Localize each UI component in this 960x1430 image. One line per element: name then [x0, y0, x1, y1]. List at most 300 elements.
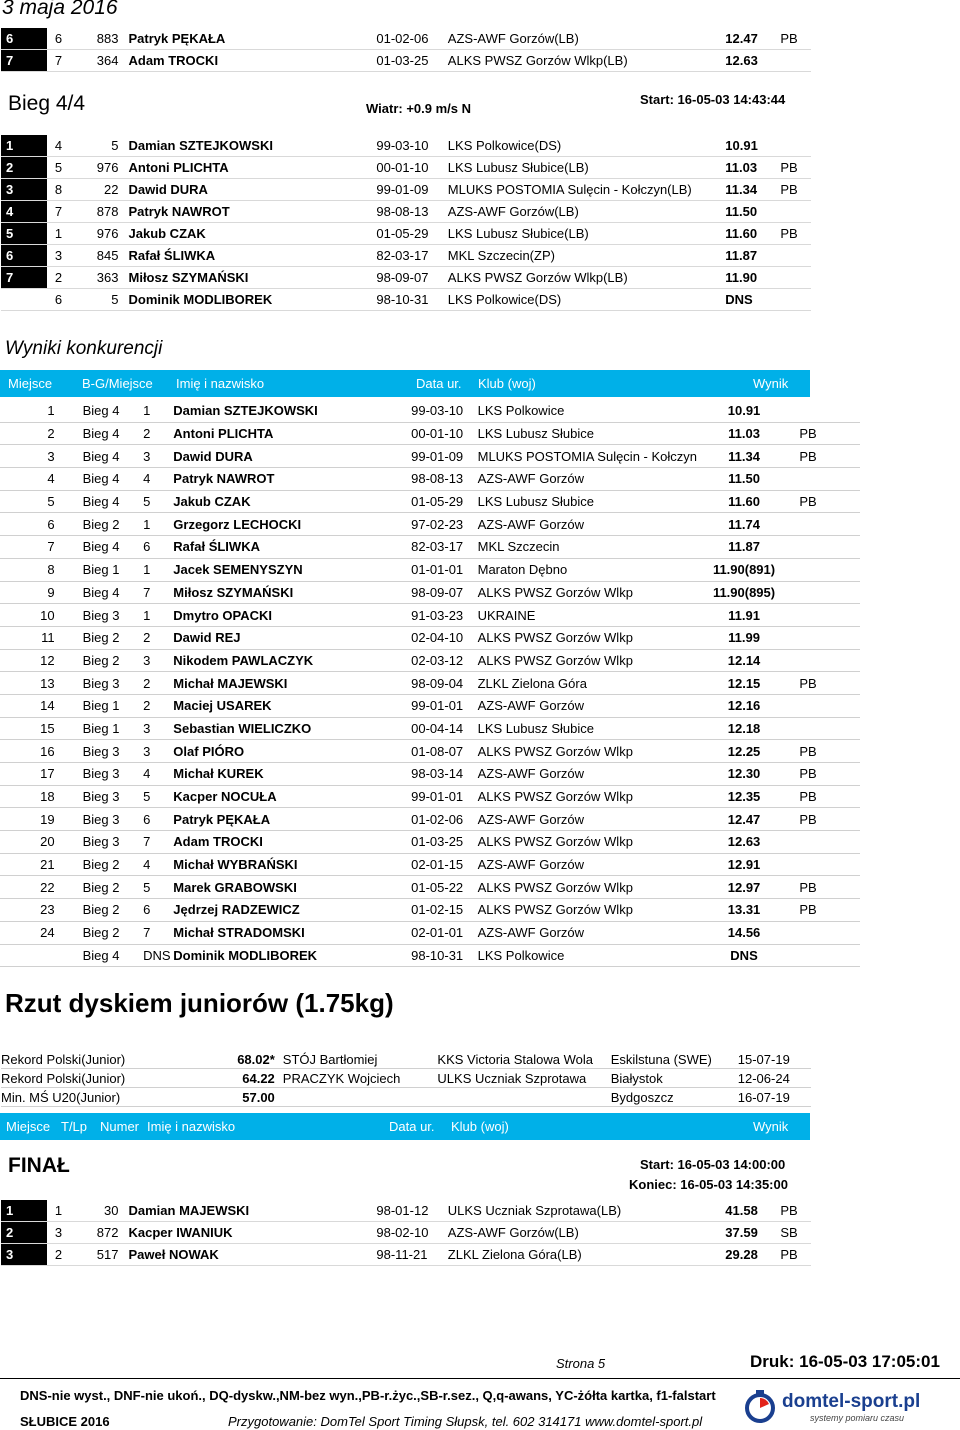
cell-name: Patryk PĘKAŁA	[129, 28, 377, 50]
cell-place: 1	[1, 135, 47, 157]
header-miejsce: Miejsce	[6, 1119, 51, 1134]
cell-club: ALKS PWSZ Gorzów Wlkp	[478, 876, 699, 899]
cell-rec	[789, 581, 860, 604]
header-born: Data ur.	[416, 376, 462, 391]
cell-bp: 2	[143, 694, 173, 717]
cell-born: 01-05-22	[411, 876, 478, 899]
cell-result: 12.91	[699, 853, 790, 876]
cell-name: Dawid DURA	[129, 179, 377, 201]
cell-result: 37.59	[725, 1222, 780, 1244]
record-date: 16-07-19	[738, 1088, 811, 1107]
cell-bieg: Bieg 1	[83, 694, 143, 717]
cell-rec: PB	[789, 763, 860, 786]
cell-result: 11.99	[699, 626, 790, 649]
cell-rec: PB	[780, 179, 811, 201]
discus-header-bar	[0, 1113, 810, 1140]
cell-bieg: Bieg 4	[83, 490, 143, 513]
cell-name: Olaf PIÓRO	[173, 740, 411, 763]
cell-lane: 7	[47, 201, 84, 223]
cell-bieg: Bieg 2	[83, 899, 143, 922]
cell-result: 11.03	[725, 157, 780, 179]
table-row	[0, 899, 860, 922]
cell-born: 98-08-13	[411, 468, 478, 491]
cell-bp: 5	[143, 490, 173, 513]
cell-place: 6	[1, 245, 47, 267]
cell-club: AZS-AWF Gorzów(LB)	[448, 28, 725, 50]
cell-bieg: Bieg 3	[83, 808, 143, 831]
record-value: 57.00	[223, 1088, 282, 1107]
cell-rec	[789, 649, 860, 672]
cell-rec	[780, 50, 811, 72]
cell-place: 3	[1, 1244, 47, 1266]
cell-bieg: Bieg 4	[83, 944, 143, 967]
table-row	[1, 223, 811, 245]
cell-bieg: Bieg 1	[83, 558, 143, 581]
cell-bieg: Bieg 2	[83, 853, 143, 876]
cell-bieg: Bieg 4	[83, 445, 143, 468]
cell-bib: 5	[84, 289, 129, 311]
table-row	[0, 468, 860, 491]
cell-club: LKS Polkowice	[478, 944, 699, 967]
header-born: Data ur.	[389, 1119, 435, 1134]
cell-rec	[789, 468, 860, 491]
cell-name: Michał WYBRAŃSKI	[173, 853, 411, 876]
cell-bieg: Bieg 4	[83, 422, 143, 445]
cell-club: ALKS PWSZ Gorzów Wlkp(LB)	[448, 50, 725, 72]
cell-name: Patryk NAWROT	[173, 468, 411, 491]
cell-place: 4	[1, 201, 47, 223]
table-row	[0, 740, 860, 763]
cell-result: 11.90(895)	[699, 581, 790, 604]
cell-born: 98-03-14	[411, 763, 478, 786]
cell-born: 91-03-23	[411, 604, 478, 627]
record-place: Białystok	[611, 1069, 738, 1088]
cell-rec: PB	[789, 740, 860, 763]
cell-m: 15	[0, 717, 83, 740]
cell-born: 98-09-07	[411, 581, 478, 604]
cell-born: 98-10-31	[376, 289, 447, 311]
cell-born: 00-01-10	[411, 422, 478, 445]
table-row	[1, 1222, 811, 1244]
cell-club: AZS-AWF Gorzów	[478, 853, 699, 876]
cell-bieg: Bieg 4	[83, 536, 143, 559]
record-club: KKS Victoria Stalowa Wola	[437, 1050, 610, 1069]
cell-result: 29.28	[725, 1244, 780, 1266]
cell-club: MLUKS POSTOMIA Sulęcin - Kołczyn(LB)	[448, 179, 725, 201]
cell-born: 82-03-17	[376, 245, 447, 267]
table-row	[0, 558, 860, 581]
cell-place: 7	[1, 267, 47, 289]
cell-club: LKS Lubusz Słubice	[478, 490, 699, 513]
cell-result: 11.91	[699, 604, 790, 627]
cell-bieg: Bieg 2	[83, 876, 143, 899]
table-row	[0, 876, 860, 899]
record-club	[437, 1088, 610, 1107]
cell-lane: 6	[47, 28, 84, 50]
cell-bieg: Bieg 3	[83, 672, 143, 695]
cell-rec	[789, 558, 860, 581]
cell-m: 24	[0, 921, 83, 944]
cell-name: Sebastian WIELICZKO	[173, 717, 411, 740]
cell-rec	[780, 201, 811, 223]
cell-lane: 2	[47, 1244, 84, 1266]
cell-name: Damian SZTEJKOWSKI	[129, 135, 377, 157]
cell-born: 01-01-01	[411, 558, 478, 581]
final-table	[1, 1200, 811, 1266]
cell-name: Marek GRABOWSKI	[173, 876, 411, 899]
record-place: Bydgoszcz	[611, 1088, 738, 1107]
table-row	[1, 157, 811, 179]
header-club: Klub (woj)	[478, 376, 536, 391]
table-row	[1, 28, 811, 50]
cell-bieg: Bieg 4	[83, 581, 143, 604]
cell-rec	[789, 626, 860, 649]
cell-name: Kacper IWANIUK	[129, 1222, 377, 1244]
table-row	[0, 921, 860, 944]
cell-m: 21	[0, 853, 83, 876]
cell-bp: 7	[143, 831, 173, 854]
record-label: Rekord Polski(Junior)	[1, 1050, 223, 1069]
cell-born: 01-03-25	[376, 50, 447, 72]
record-who: STÓJ Bartłomiej	[283, 1050, 438, 1069]
cell-bib: 976	[84, 157, 129, 179]
cell-club: AZS-AWF Gorzów	[478, 513, 699, 536]
table-row	[0, 604, 860, 627]
cell-rec	[789, 400, 860, 422]
cell-result: 12.14	[699, 649, 790, 672]
page-number: Strona 5	[556, 1356, 606, 1371]
cell-rec	[789, 921, 860, 944]
cell-name: Jakub CZAK	[173, 490, 411, 513]
cell-m: 2	[0, 422, 83, 445]
cell-rec	[780, 135, 811, 157]
cell-result: 11.50	[699, 468, 790, 491]
table-row	[0, 785, 860, 808]
record-row	[1, 1069, 811, 1088]
cell-born: 02-03-12	[411, 649, 478, 672]
table-row	[0, 672, 860, 695]
cell-rec: PB	[789, 876, 860, 899]
cell-bieg: Bieg 2	[83, 626, 143, 649]
cell-bib: 363	[84, 267, 129, 289]
cell-born: 00-01-10	[376, 157, 447, 179]
header-result: Wynik	[753, 376, 789, 391]
cell-result: 12.15	[699, 672, 790, 695]
wind-info: Wiatr: +0.9 m/s N	[366, 101, 472, 116]
cell-bieg: Bieg 2	[83, 649, 143, 672]
cell-name: Antoni PLICHTA	[129, 157, 377, 179]
table-row	[0, 717, 860, 740]
cell-club: ZLKL Zielona Góra(LB)	[448, 1244, 725, 1266]
cell-result: 11.34	[725, 179, 780, 201]
domtel-logo	[740, 1389, 956, 1425]
cell-name: Damian SZTEJKOWSKI	[173, 400, 411, 422]
cell-born: 01-02-06	[376, 28, 447, 50]
cell-club: MKL Szczecin(ZP)	[448, 245, 725, 267]
logo-text: domtel-sport.pl	[782, 1391, 921, 1412]
cell-result: 12.18	[699, 717, 790, 740]
cell-lane: 2	[47, 267, 84, 289]
cell-bieg: Bieg 2	[83, 921, 143, 944]
cell-place: 7	[1, 50, 47, 72]
cell-name: Miłosz SZYMAŃSKI	[129, 267, 377, 289]
competition-header-bar	[0, 370, 810, 397]
cell-club: ALKS PWSZ Gorzów Wlkp	[478, 581, 699, 604]
cell-club: AZS-AWF Gorzów(LB)	[448, 1222, 725, 1244]
header-club: Klub (woj)	[451, 1119, 509, 1134]
cell-born: 02-04-10	[411, 626, 478, 649]
header-tlp: T/Lp	[61, 1119, 88, 1134]
final-end-time: Koniec: 16-05-03 14:35:00	[629, 1177, 788, 1192]
cell-rec	[789, 717, 860, 740]
record-date: 12-06-24	[738, 1069, 811, 1088]
cell-bib: 872	[84, 1222, 129, 1244]
table-row	[1, 1200, 811, 1222]
cell-m: 18	[0, 785, 83, 808]
cell-result: 12.35	[699, 785, 790, 808]
cell-bib: 5	[84, 135, 129, 157]
cell-result: 11.34	[699, 445, 790, 468]
cell-bp: 2	[143, 626, 173, 649]
cell-club: LKS Lubusz Słubice(LB)	[448, 223, 725, 245]
cell-m: 8	[0, 558, 83, 581]
cell-name: Damian MAJEWSKI	[129, 1200, 377, 1222]
cell-club: LKS Lubusz Słubice(LB)	[448, 157, 725, 179]
print-time: Druk: 16-05-03 17:05:01	[750, 1352, 940, 1371]
cell-name: Dawid DURA	[173, 445, 411, 468]
cell-born: 98-09-07	[376, 267, 447, 289]
cell-club: LKS Lubusz Słubice	[478, 422, 699, 445]
table-row	[0, 513, 860, 536]
cell-rec: PB	[789, 808, 860, 831]
cell-bieg: Bieg 3	[83, 604, 143, 627]
header-result: Wynik	[753, 1119, 789, 1134]
cell-born: 98-10-31	[411, 944, 478, 967]
cell-bieg: Bieg 3	[83, 831, 143, 854]
cell-m: 10	[0, 604, 83, 627]
prepared-by: Przygotowanie: DomTel Sport Timing Słupsk, tel. 602 314171 www.domtel-sport.pl	[228, 1414, 703, 1429]
cell-rec	[780, 267, 811, 289]
cell-club: AZS-AWF Gorzów	[478, 921, 699, 944]
cell-club: AZS-AWF Gorzów	[478, 694, 699, 717]
cell-bieg: Bieg 3	[83, 740, 143, 763]
cell-result: 10.91	[699, 400, 790, 422]
footer-divider	[0, 1378, 960, 1379]
cell-bieg: Bieg 2	[83, 513, 143, 536]
cell-bp: 6	[143, 899, 173, 922]
cell-lane: 3	[47, 245, 84, 267]
final-title: FINAŁ	[8, 1154, 70, 1177]
cell-result: 10.91	[725, 135, 780, 157]
cell-rec: PB	[789, 422, 860, 445]
cell-club: AZS-AWF Gorzów	[478, 808, 699, 831]
cell-bp: 5	[143, 876, 173, 899]
cell-bp: 7	[143, 921, 173, 944]
cell-result: 12.30	[699, 763, 790, 786]
cell-rec	[789, 604, 860, 627]
cell-name: Jędrzej RADZEWICZ	[173, 899, 411, 922]
cell-rec: PB	[780, 28, 811, 50]
heat3-continuation-table	[1, 28, 811, 72]
cell-born: 01-08-07	[411, 740, 478, 763]
records-table	[1, 1050, 811, 1107]
cell-born: 99-03-10	[376, 135, 447, 157]
table-row	[0, 763, 860, 786]
cell-bp: DNS	[143, 944, 173, 967]
cell-result: 12.47	[725, 28, 780, 50]
table-row	[1, 289, 811, 311]
cell-bp: 6	[143, 536, 173, 559]
cell-born: 82-03-17	[411, 536, 478, 559]
cell-result: DNS	[725, 289, 780, 311]
header-name: Imię i nazwisko	[176, 376, 265, 391]
cell-result: DNS	[699, 944, 790, 967]
cell-name: Patryk NAWROT	[129, 201, 377, 223]
table-row	[1, 179, 811, 201]
cell-result: 41.58	[725, 1200, 780, 1222]
cell-rec: SB	[780, 1222, 811, 1244]
cell-lane: 5	[47, 157, 84, 179]
heat-title: Bieg 4/4	[8, 92, 86, 115]
table-row	[0, 581, 860, 604]
table-row	[1, 135, 811, 157]
competition-results-table	[0, 400, 860, 967]
table-row	[1, 267, 811, 289]
header-numer: Numer	[100, 1119, 140, 1134]
cell-rec	[789, 831, 860, 854]
cell-born: 01-02-06	[411, 808, 478, 831]
cell-bp: 1	[143, 513, 173, 536]
cell-name: Jakub CZAK	[129, 223, 377, 245]
cell-result: 12.63	[699, 831, 790, 854]
cell-place: 2	[1, 157, 47, 179]
cell-rec	[789, 944, 860, 967]
cell-born: 99-01-09	[376, 179, 447, 201]
table-row	[1, 1244, 811, 1266]
cell-club: LKS Lubusz Słubice	[478, 717, 699, 740]
table-row	[0, 649, 860, 672]
cell-born: 99-01-09	[411, 445, 478, 468]
cell-club: ALKS PWSZ Gorzów Wlkp	[478, 899, 699, 922]
cell-club: ALKS PWSZ Gorzów Wlkp	[478, 740, 699, 763]
cell-m: 17	[0, 763, 83, 786]
table-row	[0, 853, 860, 876]
cell-result: 11.50	[725, 201, 780, 223]
record-date: 15-07-19	[738, 1050, 811, 1069]
table-row	[0, 445, 860, 468]
cell-result: 12.25	[699, 740, 790, 763]
page-date-title: 3 maja 2016	[2, 0, 118, 19]
cell-bp: 3	[143, 717, 173, 740]
cell-place: 3	[1, 179, 47, 201]
cell-result: 11.60	[725, 223, 780, 245]
header-miejsce: Miejsce	[8, 376, 53, 391]
cell-result: 11.90(891)	[699, 558, 790, 581]
city-year: SŁUBICE 2016	[20, 1414, 110, 1429]
cell-m: 9	[0, 581, 83, 604]
cell-bib: 517	[84, 1244, 129, 1266]
cell-club: ALKS PWSZ Gorzów Wlkp	[478, 831, 699, 854]
cell-rec	[789, 513, 860, 536]
table-row	[0, 944, 860, 967]
cell-name: Rafał ŚLIWKA	[173, 536, 411, 559]
cell-lane: 8	[47, 179, 84, 201]
cell-place: 5	[1, 223, 47, 245]
table-row	[0, 808, 860, 831]
cell-born: 98-01-12	[376, 1200, 447, 1222]
cell-born: 01-03-25	[411, 831, 478, 854]
cell-bp: 4	[143, 853, 173, 876]
cell-rec	[780, 245, 811, 267]
cell-club: LKS Polkowice(DS)	[448, 135, 725, 157]
cell-bp: 1	[143, 400, 173, 422]
cell-m: 5	[0, 490, 83, 513]
cell-result: 13.31	[699, 899, 790, 922]
final-start-time: Start: 16-05-03 14:00:00	[640, 1157, 786, 1172]
cell-result: 12.97	[699, 876, 790, 899]
cell-m: 20	[0, 831, 83, 854]
cell-lane: 6	[47, 289, 84, 311]
table-row	[0, 626, 860, 649]
header-bg-miejsce: B-G/Miejsce	[82, 376, 153, 391]
table-row	[0, 490, 860, 513]
table-row	[1, 50, 811, 72]
cell-name: Antoni PLICHTA	[173, 422, 411, 445]
record-club: ULKS Uczniak Szprotawa	[437, 1069, 610, 1088]
cell-rec: PB	[780, 223, 811, 245]
cell-result: 11.87	[699, 536, 790, 559]
cell-club: LKS Polkowice	[478, 400, 699, 422]
record-value: 68.02*	[223, 1050, 282, 1069]
cell-bieg: Bieg 3	[83, 785, 143, 808]
cell-rec: PB	[780, 157, 811, 179]
cell-rec	[780, 289, 811, 311]
cell-result: 11.74	[699, 513, 790, 536]
cell-born: 01-05-29	[376, 223, 447, 245]
cell-result: 11.60	[699, 490, 790, 513]
cell-name: Miłosz SZYMAŃSKI	[173, 581, 411, 604]
cell-bieg: Bieg 1	[83, 717, 143, 740]
cell-m: 14	[0, 694, 83, 717]
cell-name: Dawid REJ	[173, 626, 411, 649]
record-row	[1, 1050, 811, 1069]
cell-rec: PB	[789, 785, 860, 808]
cell-bp: 3	[143, 445, 173, 468]
cell-name: Jacek SEMENYSZYN	[173, 558, 411, 581]
table-row	[1, 201, 811, 223]
cell-bib: 878	[84, 201, 129, 223]
cell-m	[0, 944, 83, 967]
cell-bp: 3	[143, 740, 173, 763]
cell-born: 99-01-01	[411, 694, 478, 717]
cell-name: Adam TROCKI	[129, 50, 377, 72]
cell-born: 98-11-21	[376, 1244, 447, 1266]
table-row	[0, 422, 860, 445]
cell-result: 12.16	[699, 694, 790, 717]
cell-bp: 4	[143, 468, 173, 491]
cell-bieg: Bieg 3	[83, 763, 143, 786]
cell-born: 01-05-29	[411, 490, 478, 513]
cell-result: 14.56	[699, 921, 790, 944]
record-value: 64.22	[223, 1069, 282, 1088]
cell-name: Dominik MODLIBOREK	[129, 289, 377, 311]
cell-name: Paweł NOWAK	[129, 1244, 377, 1266]
cell-rec: PB	[780, 1200, 811, 1222]
cell-born: 00-04-14	[411, 717, 478, 740]
cell-bp: 4	[143, 763, 173, 786]
stopwatch-icon	[740, 1389, 780, 1423]
cell-lane: 3	[47, 1222, 84, 1244]
